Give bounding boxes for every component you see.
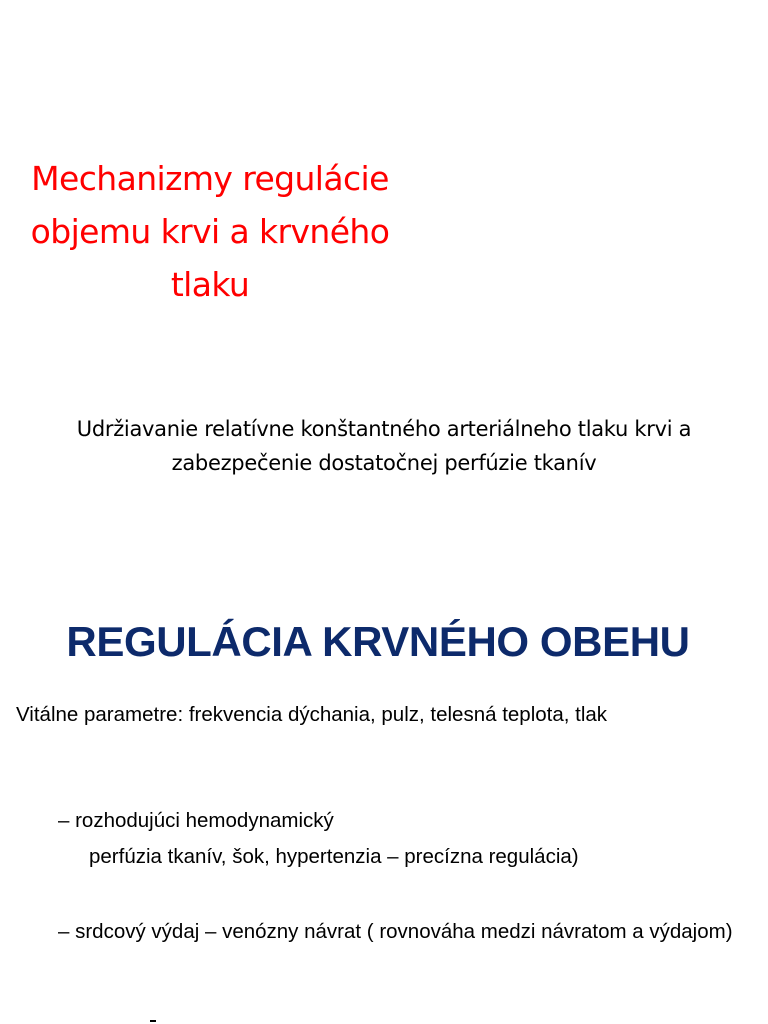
slide-title-line-3: tlaku bbox=[170, 265, 250, 304]
slide-title bbox=[0, 152, 420, 311]
bullet-point-2: – srdcový výdaj – venózny návrat ( rovnováha medzi návratom a výdajom) bbox=[58, 920, 733, 943]
vital-parameters-text: Vitálne parametre: frekvencia dýchania, pulz, telesná teplota, tlak bbox=[16, 703, 608, 726]
section-heading: REGULÁCIA KRVNÉHO OBEHU bbox=[66, 618, 690, 665]
slide-title-line-1: Mechanizmy regulácie bbox=[31, 159, 389, 198]
slide-title-line-2: objemu krvi a krvného bbox=[30, 212, 390, 251]
bullet-point-1: – rozhodujúci hemodynamický bbox=[58, 809, 334, 832]
bullet-point-1-continuation: perfúzia tkanív, šok, hypertenzia – precízna regulácia) bbox=[89, 845, 579, 868]
subtitle-line-1: Udržiavanie relatívne konštantného arteriálneho tlaku krvi a bbox=[76, 417, 692, 441]
slide-subtitle bbox=[0, 412, 768, 480]
subtitle-line-2: zabezpečenie dostatočnej perfúzie tkanív bbox=[171, 451, 597, 475]
cut-off-glyph bbox=[150, 1020, 156, 1022]
